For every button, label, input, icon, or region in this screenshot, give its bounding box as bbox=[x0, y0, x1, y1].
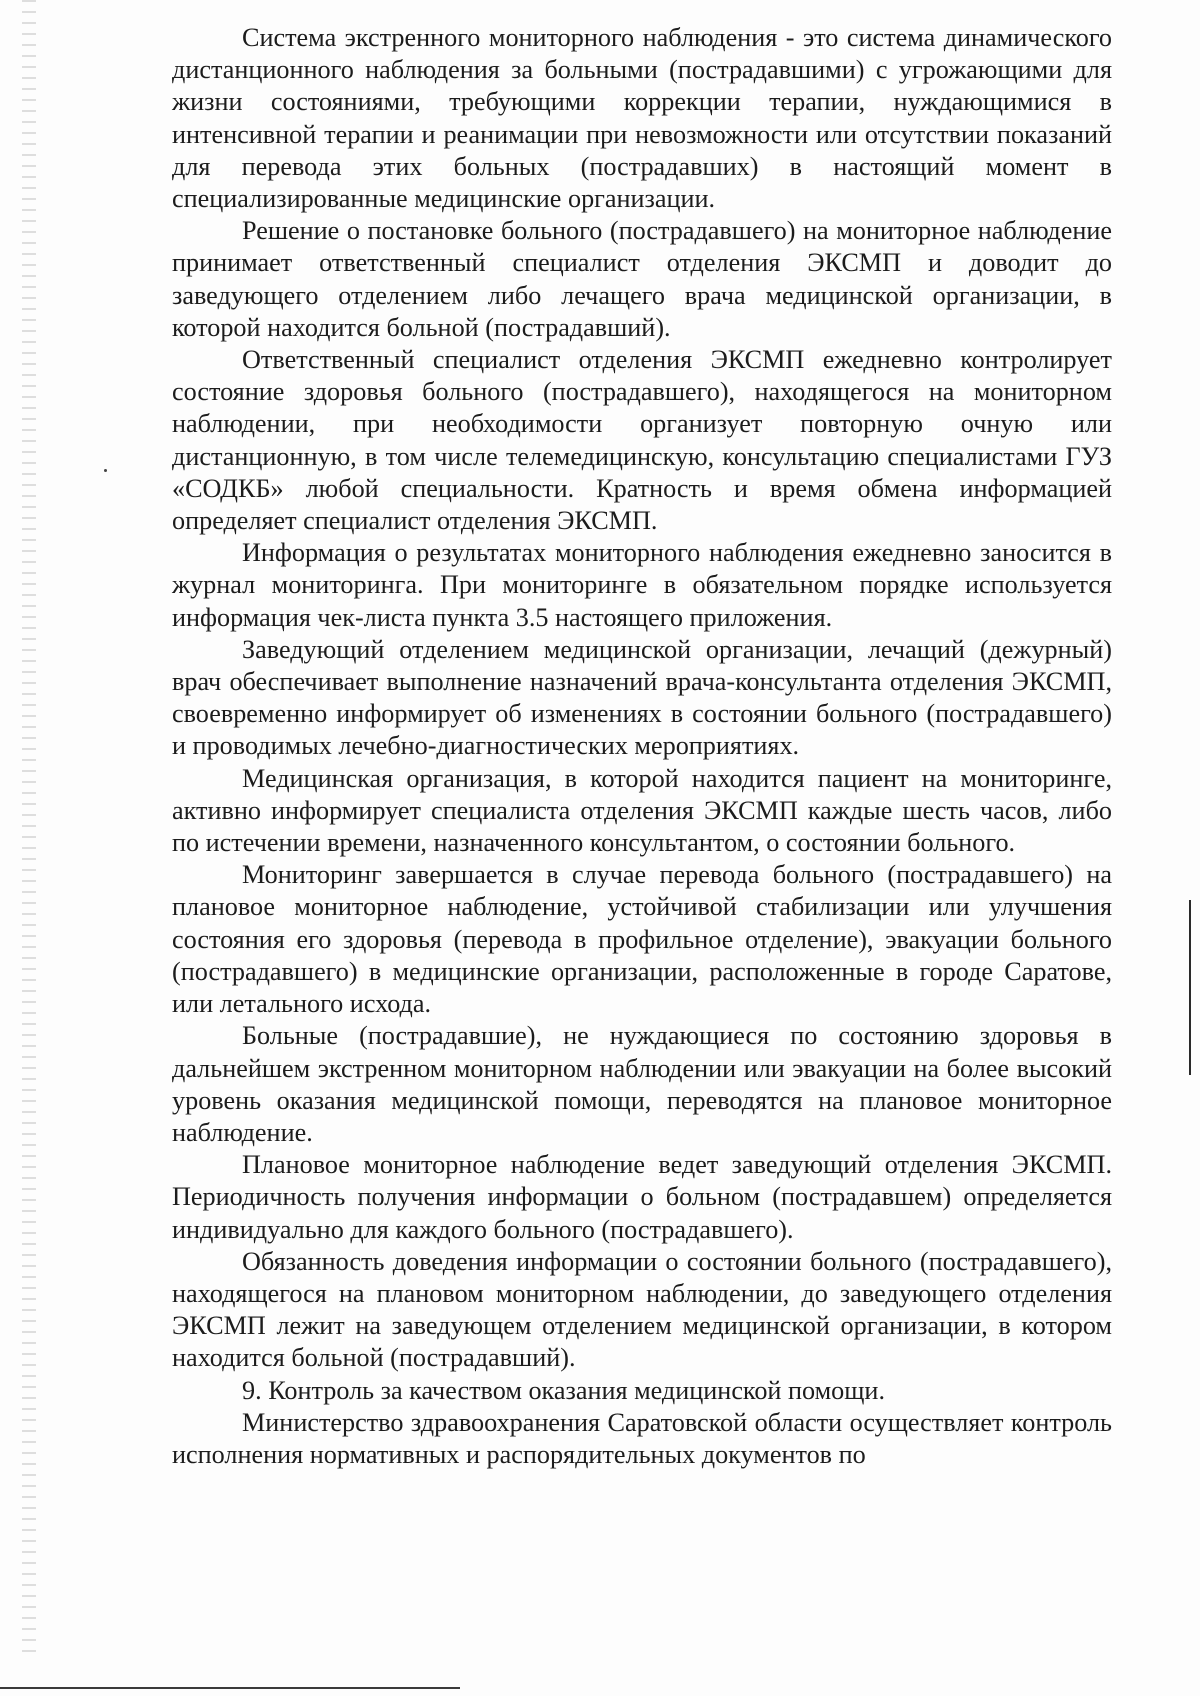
paragraph-monitoring-journal: Информация о результатах мониторного наблюдения ежедневно заносится в журнал мониторинга. При мониторинге в обязательном порядке используется информация чек-листа пункта 3.5 настоящего приложения. bbox=[172, 538, 1112, 632]
paragraph-information-duty: Обязанность доведения информации о состоянии больного (пострадавшего), находящегося на плановом мониторном наблюдении, до заведующего отделения ЭКСМП лежит на заведующем отделением медицинской организации, в котором находится больной (пострадавший). bbox=[172, 1246, 1112, 1373]
paragraph-monitoring-completion: Мониторинг завершается в случае перевода больного (пострадавшего) на плановое мониторное наблюдение, устойчивой стабилизации или улучшения состояния его здоровья (перевода в профильное отделение), эвакуации больного (пострадавшего) в медицинские организации, расположенные в городе Саратове, или летального исхода. bbox=[172, 860, 1112, 1019]
paragraph-head-of-department: Заведующий отделением медицинской организации, лечащий (дежурный) врач обеспечивает выполнение назначений врача-консультанта отделения ЭКСМП, своевременно информирует об изменениях в состоянии больного (пострадавшего) и проводимых лечебно-диагностических мероприятиях. bbox=[172, 634, 1112, 761]
scan-binding-edge bbox=[22, 0, 36, 1660]
paragraph-planned-monitoring: Плановое мониторное наблюдение ведет заведующий отделения ЭКСМП. Периодичность получения информации о больном (пострадавшем) определяется индивидуально для каждого больного (пострадавшего). bbox=[172, 1150, 1112, 1244]
paragraph-daily-control: Ответственный специалист отделения ЭКСМП ежедневно контролирует состояние здоровья больного (пострадавшего), находящегося на мониторном наблюдении, при необходимости организует повторную очную или дистанционную, в том числе телемедицинскую, консультацию специалистами ГУЗ «СОДКБ» любой специальности. Кратность и время обмена информацией определяет специалист отделения ЭКСМП. bbox=[172, 345, 1112, 536]
paragraph-monitoring-definition: Система экстренного мониторного наблюдения - это система динамического дистанционного наблюдения за больными (пострадавшими) с угрожающими для жизни состояниями, требующими коррекции терапии, нуждающимися в интенсивной терапии и реанимации при невозможности или отсутствии показаний для перевода этих больных (пострадавших) в настоящий момент в специализированные медицинские организации. bbox=[172, 23, 1112, 214]
paragraph-ministry-control: Министерство здравоохранения Саратовской области осуществляет контроль исполнения нормативных и распорядительных документов по bbox=[172, 1407, 1112, 1469]
paragraph-planned-transfer: Больные (пострадавшие), не нуждающиеся по состоянию здоровья в дальнейшем экстренном мониторном наблюдении или эвакуации на более высокий уровень оказания медицинской помощи, переводятся на плановое мониторное наблюдение. bbox=[172, 1021, 1112, 1147]
document-body bbox=[172, 22, 1112, 1471]
footnote-rule bbox=[0, 1687, 460, 1689]
section-heading-quality-control: 9. Контроль за качеством оказания медицинской помощи. bbox=[242, 1375, 885, 1405]
paragraph-monitoring-decision: Решение о постановке больного (пострадавшего) на мониторное наблюдение принимает ответственный специалист отделения ЭКСМП и доводит до заведующего отделением либо лечащего врача медицинской организации, в которой находится больной (пострадавший). bbox=[172, 216, 1112, 342]
paragraph-organization-reporting: Медицинская организация, в которой находится пациент на мониторинге, активно информирует специалиста отделения ЭКСМП каждые шесть часов, либо по истечении времени, назначенного консультантом, о состоянии больного. bbox=[172, 763, 1112, 858]
scan-speck bbox=[104, 469, 107, 472]
scan-margin-mark bbox=[1189, 900, 1191, 1075]
